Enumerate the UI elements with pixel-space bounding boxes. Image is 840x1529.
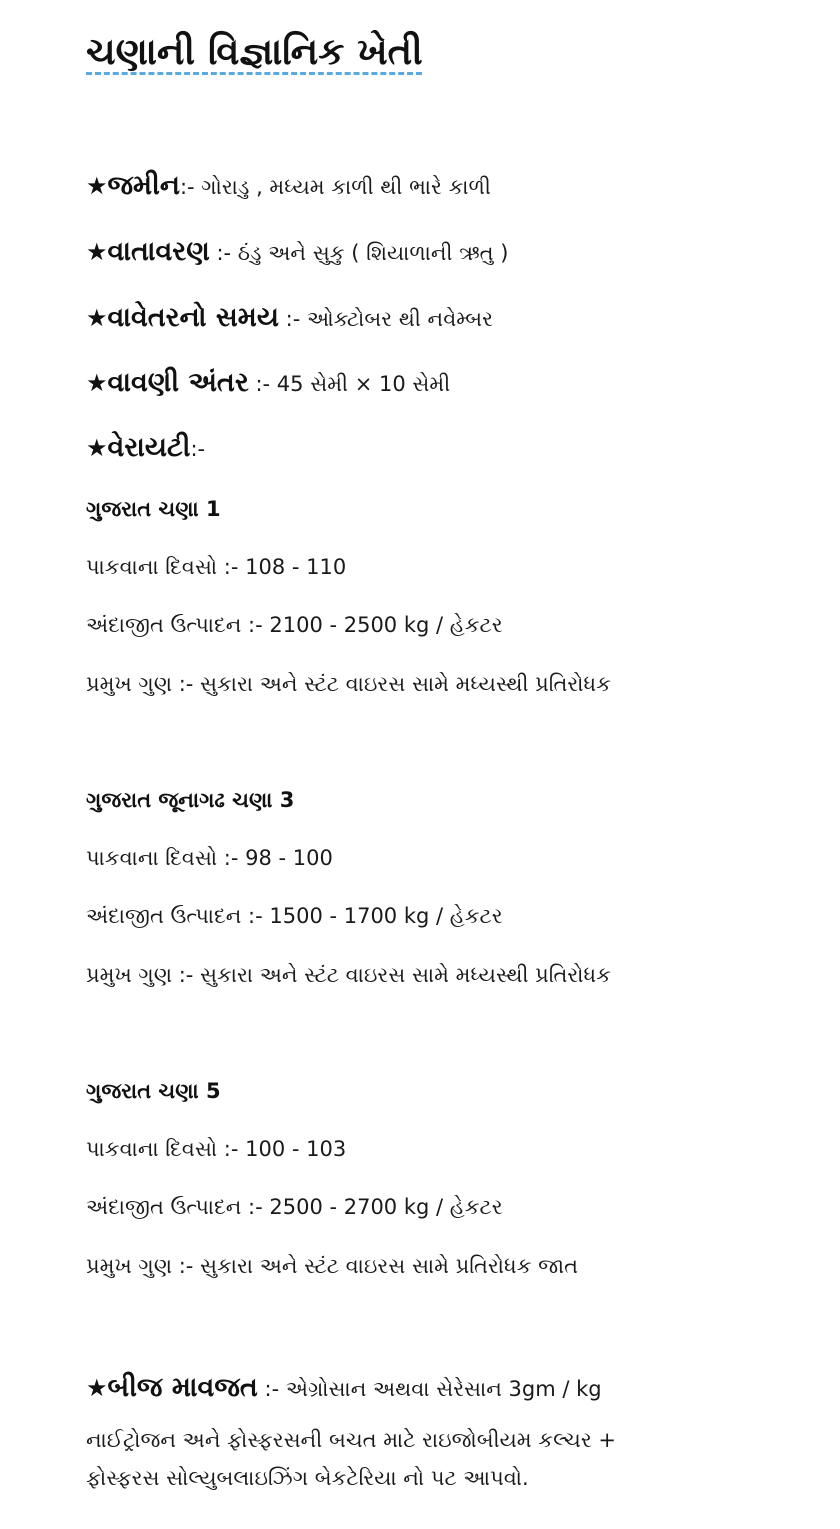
fact-value: :- ઓક્ટોબર થી નવેમ્બર <box>278 307 494 331</box>
page-title: ચણાની વિજ્ઞાનિક ખેતી <box>86 30 423 73</box>
seed-treatment-note-line1: નાઈટ્રોજન અને ફોસ્ફરસની બચત માટે રાઇજોબીયમ કલ્ચર + <box>86 1428 616 1452</box>
fact-soil <box>86 170 491 202</box>
fact-value: :- એગ્રોસાન અથવા સેરેસાન 3gm / kg <box>257 1377 602 1401</box>
variety-yield: અંદાજીત ઉત્પાદન :- 1500 - 1700 kg / હેકટર <box>86 904 503 928</box>
fact-climate <box>86 236 508 268</box>
variety-yield: અંદાજીત ઉત્પાદન :- 2100 - 2500 kg / હેકટર <box>86 613 503 637</box>
variety-yield: અંદાજીત ઉત્પાદન :- 2500 - 2700 kg / હેકટર <box>86 1195 503 1219</box>
variety-name: ગુજરાત જૂનાગઢ ચણા 3 <box>86 788 295 812</box>
fact-label: વાતાવરણ <box>107 236 210 267</box>
variety-days: પાકવાના દિવસો :- 108 - 110 <box>86 555 347 579</box>
star-icon: ★ <box>86 1374 108 1402</box>
fact-sowing-time <box>86 302 493 334</box>
fact-variety <box>86 432 205 464</box>
variety-trait: પ્રમુખ ગુણ :- સુકારા અને સ્ટંટ વાઇરસ સામે પ્રતિરોધક જાત <box>86 1254 578 1278</box>
fact-value: :- ઠંડુ અને સુકુ ( શિયાળાની ઋતુ ) <box>209 241 509 265</box>
fact-label: વાવેતરનો સમય <box>107 302 279 333</box>
variety-trait: પ્રમુખ ગુણ :- સુકારા અને સ્ટંટ વાઇરસ સામે મધ્યસ્થી પ્રતિરોધક <box>86 963 611 987</box>
variety-name: ગુજરાત ચણા 5 <box>86 1079 221 1103</box>
star-icon: ★ <box>86 238 108 266</box>
fact-spacing <box>86 367 450 399</box>
fact-label: જમીન <box>107 170 180 201</box>
variety-days: પાકવાના દિવસો :- 100 - 103 <box>86 1137 347 1161</box>
fact-value: :- ગોરાડુ , મધ્યમ કાળી થી ભારે કાળી <box>179 175 491 199</box>
fact-value: :- <box>190 437 206 461</box>
fact-label: બીજ માવજત <box>107 1372 258 1403</box>
star-icon: ★ <box>86 434 108 462</box>
star-icon: ★ <box>86 369 108 397</box>
variety-name: ગુજરાત ચણા 1 <box>86 497 221 521</box>
star-icon: ★ <box>86 172 108 200</box>
seed-treatment-note-line2: ફોસ્ફરસ સોલ્યુબલાઇઝિંગ બેકટેરિયા નો પટ આપવો. <box>86 1466 529 1490</box>
variety-trait: પ્રમુખ ગુણ :- સુકારા અને સ્ટંટ વાઇરસ સામે મધ્યસ્થી પ્રતિરોધક <box>86 672 611 696</box>
fact-value: :- 45 સેમી × 10 સેમી <box>248 372 451 396</box>
fact-label: વાવણી અંતર <box>107 367 249 398</box>
fact-label: વેરાયટી <box>107 432 191 463</box>
star-icon: ★ <box>86 304 108 332</box>
variety-days: પાકવાના દિવસો :- 98 - 100 <box>86 846 333 870</box>
fact-seed-treatment <box>86 1372 602 1404</box>
